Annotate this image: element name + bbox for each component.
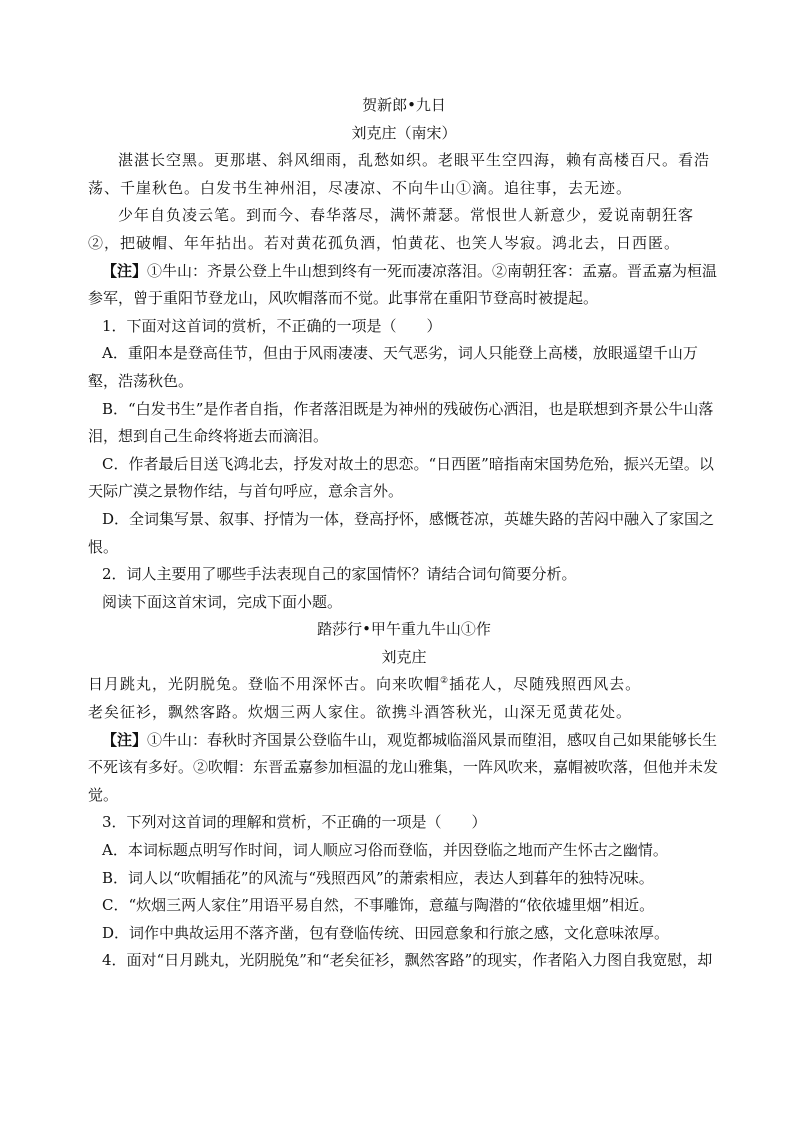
poem1-note-text: ①牛山：齐景公登上牛山想到终有一死而凄凉落泪。②南朝狂客：孟嘉。晋孟嘉为桓温参军，曾于重阳节登龙山，风吹帽落而不觉。此事常在重阳节登高时被提起。 (88, 261, 718, 308)
poem1-stanza-2: 少年自负凌云笔。到而今、春华落尽，满怀萧瑟。常恨世人新意少，爱说南朝狂客②，把破帽、年年拈出。若对黄花孤负酒，怕黄花、也笑人岑寂。鸿北去，日西匿。 (88, 206, 695, 252)
question-1-option-a: A．重阳本是登高佳节，但由于风雨凄凄、天气恶劣，词人只能登上高楼，放眼遥望千山万壑，浩荡秋色。 (88, 344, 698, 390)
poem2-note-text: ①牛山：春秋时齐国景公登临牛山，观览都城临淄风景而堕泪，感叹自己如果能够长生不死该有多好。②吹帽：东晋孟嘉参加桓温的龙山雅集，一阵风吹来，嘉帽被吹落，但他并未发觉。 (88, 730, 719, 804)
reading-instruction: 阅读下面这首宋词，完成下面小题。 (102, 592, 343, 611)
poem1-author: 刘克庄（南宋） (351, 123, 457, 142)
poem1-stanza-1: 湛湛长空黑。更那堪、斜风细雨，乱愁如织。老眼平生空四海，赖有高楼百尺。看浩荡、千崖秋色。白发书生神州泪，尽凄凉、不向牛山①滴。追往事，去无迹。 (88, 151, 711, 197)
poem2-stanza-2: 老矣征衫，飘然客路。炊烟三两人家住。欲携斗酒答秋光，山深无觅黄花处。 (88, 703, 633, 722)
question-2-stem: 2．词人主要用了哪些手法表现自己的家国情怀？请结合词句简要分析。 (102, 565, 577, 584)
question-1-option-d: D．全词集写景、叙事、抒情为一体，登高抒怀，感慨苍凉，英雄失路的苦闷中融入了家国之恨。 (88, 509, 715, 556)
question-1-option-c: C．作者最后目送飞鸿北去，抒发对故土的思恋。“日西匿”暗指南宋国势危殆，振兴无望。以天际广漠之景物作结，与首句呼应，意余言外。 (88, 454, 714, 501)
question-1-option-b: B．“白发书生”是作者自指，作者落泪既是为神州的残破伤心洒泪，也是联想到齐景公牛山落泪，想到自己生命终将逝去而滴泪。 (88, 399, 714, 446)
poem2-footnote-mark: ② (440, 676, 450, 687)
poem2-note (88, 727, 720, 810)
poem1-note-tag: 【注】 (102, 261, 148, 280)
poem1-note (88, 258, 720, 313)
document-content (88, 92, 720, 975)
poem2-note-tag: 【注】 (102, 730, 148, 749)
question-4-stem: 4．面对“日月跳丸，光阴脱兔”和“老矣征衫，飘然客路”的现实，作者陷入力图自我宽慰，却 (102, 951, 713, 970)
poem2-author: 刘克庄 (381, 647, 427, 666)
poem2-title: 踏莎行•甲午重九牛山①作 (317, 620, 491, 639)
poem2-stanza-1 (88, 671, 720, 699)
question-3-option-b: B．词人以“吹帽插花”的风流与“残照西风”的萧索相应，表达人到暮年的独特况味。 (102, 868, 654, 887)
poem2-line1-part-b: 插花人，尽随残照西风去。 (449, 675, 642, 694)
poem1-title: 贺新郎•九日 (362, 96, 446, 114)
question-1-stem: 1．下面对这首词的赏析，不正确的一项是（ ） (102, 316, 442, 335)
question-3-option-a: A．本词标题点明写作时间，词人顺应习俗而登临，并因登临之地而产生怀古之幽情。 (102, 841, 668, 860)
question-3-stem: 3．下列对这首词的理解和赏析，不正确的一项是（ ） (102, 813, 487, 832)
poem2-line1-part-a: 日月跳丸，光阴脱兔。登临不用深怀古。向来吹帽 (88, 675, 441, 694)
question-3-option-c: C．“炊烟三两人家住”用语平易自然，不事雕饰，意蕴与陶潜的“依依墟里烟”相近。 (102, 896, 655, 915)
question-3-option-d: D．词作中典故运用不落齐凿，包有登临传统、田园意象和行旅之感，文化意味浓厚。 (102, 923, 670, 942)
